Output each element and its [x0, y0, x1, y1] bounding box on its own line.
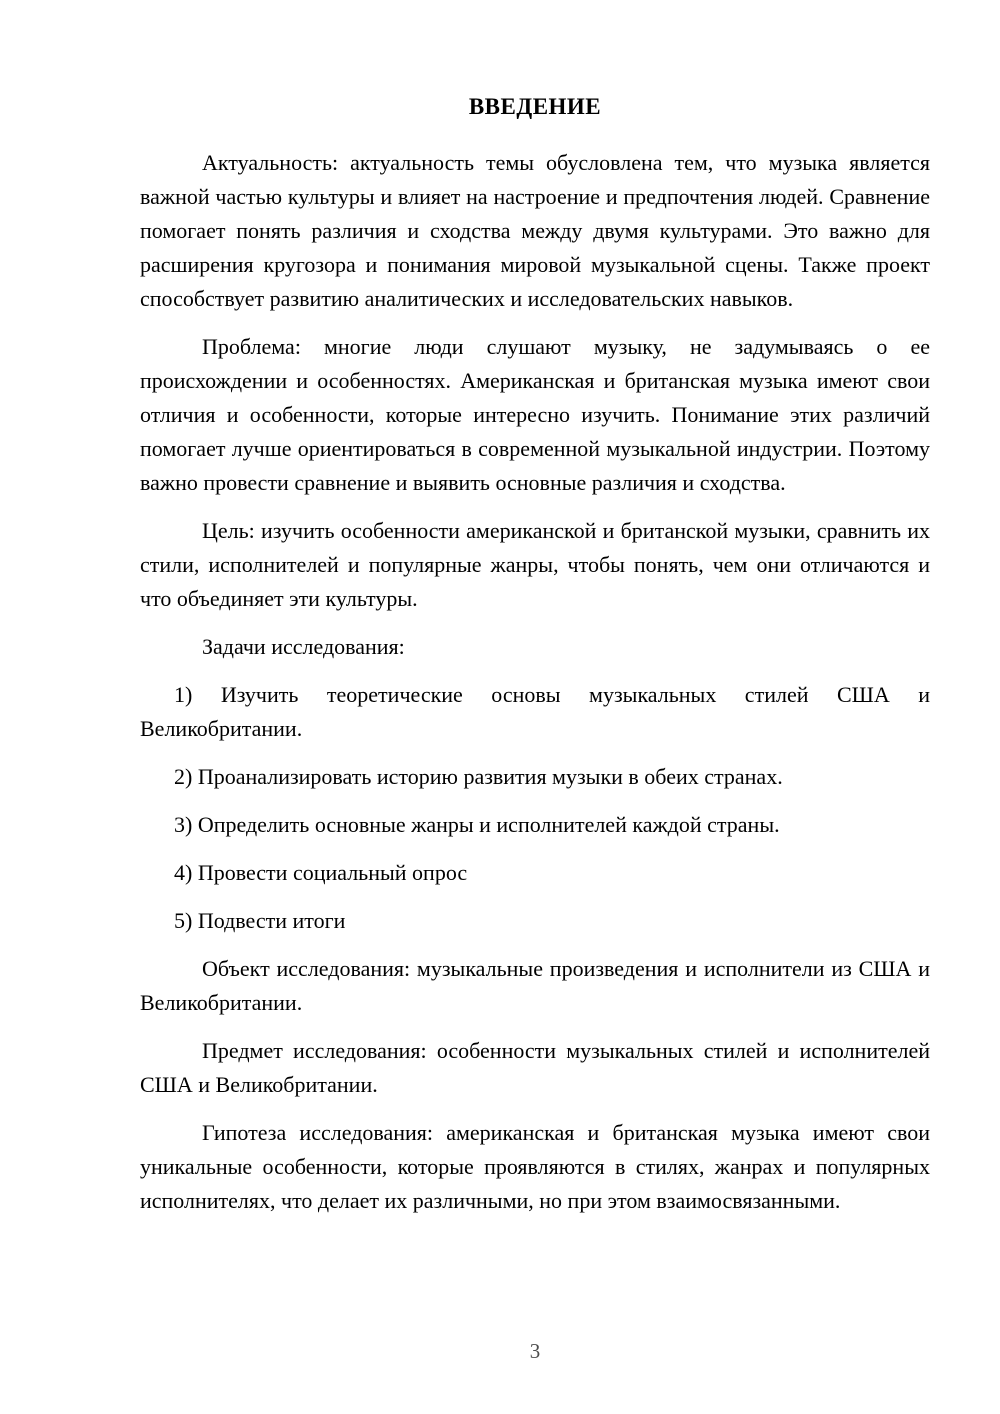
task-item-1: 1) Изучить теоретические основы музыкальных стилей США и Великобритании.	[140, 682, 930, 741]
task-item-3: 3) Определить основные жанры и исполнителей каждой страны.	[174, 812, 780, 837]
paragraph-goal: Цель: изучить особенности американской и британской музыки, сравнить их стили, исполнителей и популярные жанры, чтобы понять, чем они отличаются и что объединяет эти культуры.	[140, 518, 930, 611]
task-item-5: 5) Подвести итоги	[174, 908, 346, 933]
paragraph-subject: Предмет исследования: особенности музыкальных стилей и исполнителей США и Великобритании.	[140, 1038, 930, 1097]
paragraph-hypothesis: Гипотеза исследования: американская и британская музыка имеют свои уникальные особенности, которые проявляются в стилях, жанрах и популярных исполнителях, что делает их различными, но при этом взаимосвязанными.	[140, 1120, 930, 1213]
paragraph-relevance: Актуальность: актуальность темы обусловлена тем, что музыка является важной частью культуры и влияет на настроение и предпочтения людей. Сравнение помогает понять различия и сходства между двумя культурами. Это важно для расширения кругозора и понимания мировой музыкальной сцены. Также проект способствует развитию аналитических и исследовательских навыков.	[140, 150, 930, 311]
page-number: 3	[529, 1339, 541, 1363]
task-item-4: 4) Провести социальный опрос	[174, 860, 468, 885]
tasks-heading: Задачи исследования:	[202, 634, 405, 659]
paragraph-problem: Проблема: многие люди слушают музыку, не задумываясь о ее происхождении и особенностях. Американская и британская музыка имеют свои отличия и особенности, которые интересно изучить. Понимание этих различий помогает лучше ориентироваться в современной музыкальной индустрии. Поэтому важно провести сравнение и выявить основные различия и сходства.	[140, 334, 930, 495]
task-item-2: 2) Проанализировать историю развития музыки в обеих странах.	[174, 764, 783, 789]
paragraph-object: Объект исследования: музыкальные произведения и исполнители из США и Великобритании.	[140, 956, 930, 1015]
page-title: ВВЕДЕНИЕ	[468, 94, 602, 119]
